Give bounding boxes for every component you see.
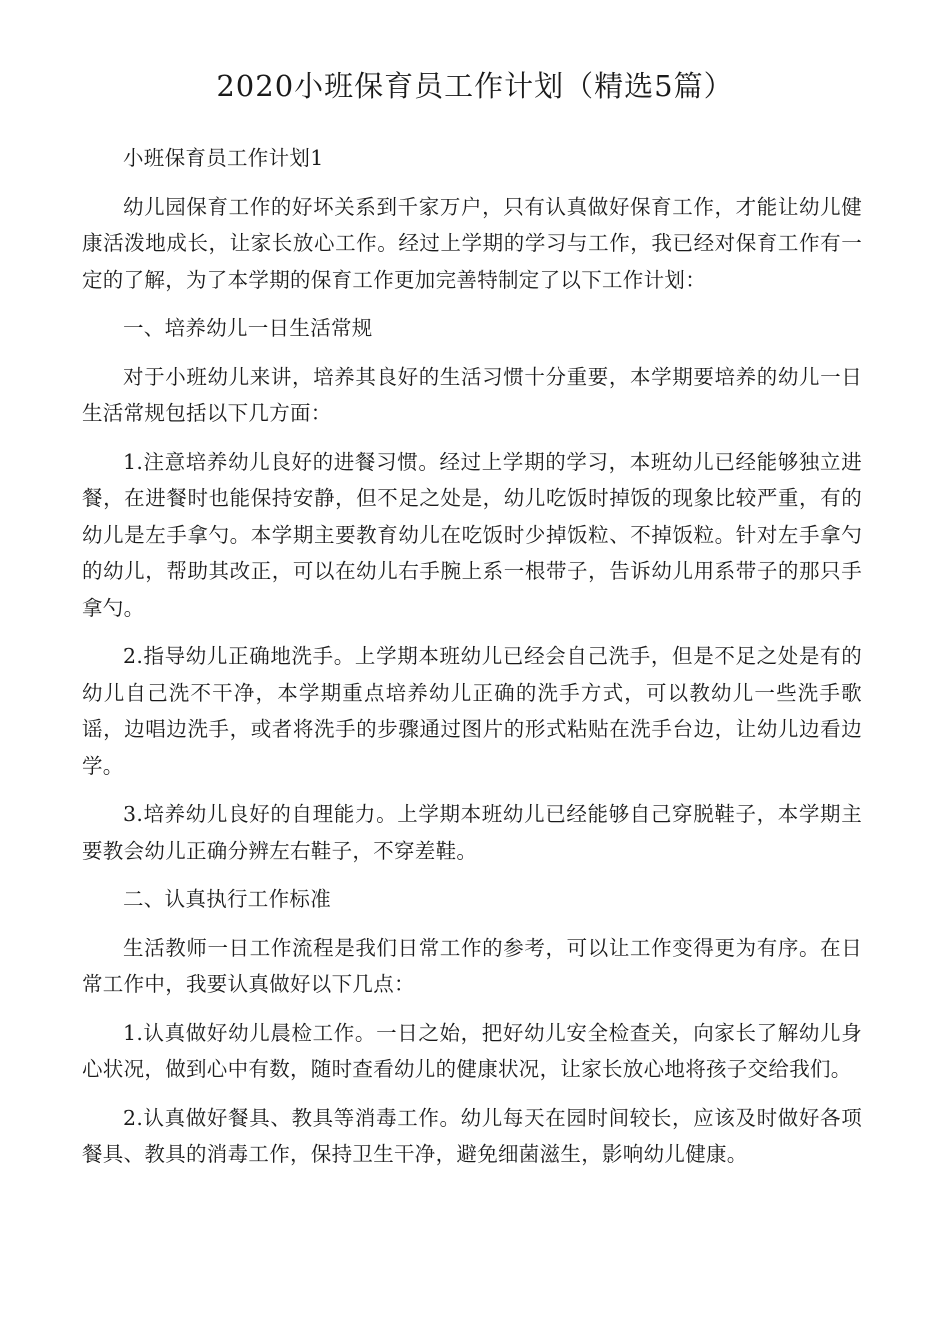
section-1-item-2: 2.指导幼儿正确地洗手。上学期本班幼儿已经会自己洗手，但是不足之处是有的幼儿自己洗不干净，本学期重点培养幼儿正确的洗手方式，可以教幼儿一些洗手歌谣，边唱边洗手，或者将洗手的步骤通过图片的形式粘贴在洗手台边，让幼儿边看边学。: [82, 644, 862, 778]
section-heading-1: 一、培养幼儿一日生活常规: [123, 316, 373, 340]
section-1-item-3: 3.培养幼儿良好的自理能力。上学期本班幼儿已经能够自己穿脱鞋子，本学期主要教会幼儿正确分辨左右鞋子，不穿差鞋。: [82, 802, 862, 863]
intro-paragraph: 幼儿园保育工作的好坏关系到千家万户，只有认真做好保育工作，才能让幼儿健康活泼地成长，让家长放心工作。经过上学期的学习与工作，我已经对保育工作有一定的了解，为了本学期的保育工作更加完善特制定了以下工作计划：: [82, 194, 862, 292]
section-2-item-1: 1.认真做好幼儿晨检工作。一日之始，把好幼儿安全检查关，向家长了解幼儿身心状况，做到心中有数，随时查看幼儿的健康状况，让家长放心地将孩子交给我们。: [82, 1020, 862, 1081]
document-body: [82, 140, 862, 1173]
section-2-item-2: 2.认真做好餐具、教具等消毒工作。幼儿每天在园时间较长，应该及时做好各项餐具、教具的消毒工作，保持卫生干净，避免细菌滋生，影响幼儿健康。: [82, 1105, 862, 1166]
section-subtitle: 小班保育员工作计划1: [123, 146, 324, 170]
document-title: 2020小班保育员工作计划（精选5篇）: [216, 69, 734, 103]
section-1-item-1: 1.注意培养幼儿良好的进餐习惯。经过上学期的学习，本班幼儿已经能够独立进餐，在进餐时也能保持安静，但不足之处是，幼儿吃饭时掉饭的现象比较严重，有的幼儿是左手拿勺。本学期主要教育幼儿在吃饭时少掉饭粒、不掉饭粒。针对左手拿勺的幼儿，帮助其改正，可以在幼儿右手腕上系一根带子，告诉幼儿用系带子的那只手拿勺。: [82, 449, 862, 620]
section-heading-2: 二、认真执行工作标准: [123, 887, 331, 911]
section-2-intro: 生活教师一日工作流程是我们日常工作的参考，可以让工作变得更为有序。在日常工作中，我要认真做好以下几点：: [82, 935, 862, 996]
section-1-intro: 对于小班幼儿来讲，培养其良好的生活习惯十分重要，本学期要培养的幼儿一日生活常规包括以下几方面：: [82, 364, 862, 425]
